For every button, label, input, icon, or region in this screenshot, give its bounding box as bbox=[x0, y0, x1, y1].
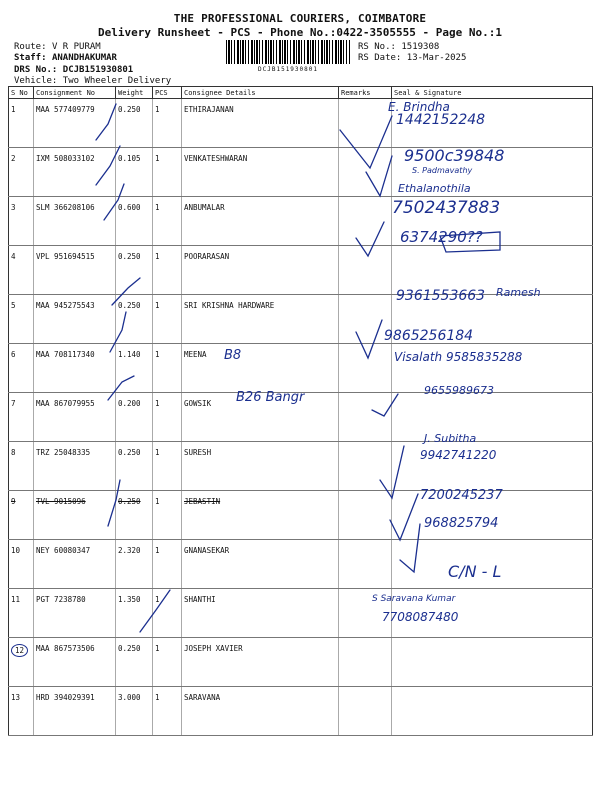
handwriting: 1442152248 bbox=[396, 112, 486, 128]
weight-cell: 1.140 bbox=[116, 344, 153, 393]
pcs-cell: 1 bbox=[153, 246, 182, 295]
pcs-cell: 1 bbox=[153, 442, 182, 491]
handwriting: 7502437883 bbox=[392, 198, 501, 218]
consignee-cell: ANBUMALAR bbox=[182, 197, 339, 246]
weight-cell: 3.000 bbox=[116, 687, 153, 736]
barcode-text: DCJB151930801 bbox=[258, 66, 318, 73]
handwriting: S. Padmavathy bbox=[412, 166, 473, 175]
weight-cell: 2.320 bbox=[116, 540, 153, 589]
consignee-cell: ETHIRAJANAN bbox=[182, 99, 339, 148]
handwriting: Ethalanothila bbox=[398, 182, 471, 195]
signature-cell bbox=[392, 393, 593, 442]
route-value: V R PURAM bbox=[51, 42, 101, 52]
pcs-cell: 1 bbox=[153, 344, 182, 393]
pcs-cell: 1 bbox=[153, 393, 182, 442]
sno-cell: 4 bbox=[9, 246, 34, 295]
consignee-cell: POORARASAN bbox=[182, 246, 339, 295]
pcs-cell: 1 bbox=[153, 99, 182, 148]
consignment-cell: TVL 9015096 bbox=[34, 491, 116, 540]
consignee-cell: GOWSIK bbox=[182, 393, 339, 442]
rs-date-value: 13-Mar-2025 bbox=[406, 53, 467, 63]
handwriting: Visalath 9585835288 bbox=[394, 350, 523, 364]
staff-line bbox=[14, 52, 117, 64]
table-row bbox=[9, 540, 593, 589]
weight-cell: 0.250 bbox=[116, 638, 153, 687]
handwriting: B26 Bangr bbox=[236, 390, 305, 405]
consignee-cell: VENKATESHWARAN bbox=[182, 148, 339, 197]
pcs-cell: 1 bbox=[153, 491, 182, 540]
table-row bbox=[9, 295, 593, 344]
handwriting: S Saravana Kumar bbox=[372, 594, 456, 604]
handwriting: 9942741220 bbox=[420, 448, 497, 462]
weight-cell: 0.250 bbox=[116, 295, 153, 344]
remarks-cell bbox=[339, 148, 392, 197]
consignee-cell: SRI KRISHNA HARDWARE bbox=[182, 295, 339, 344]
sno-cell: 7 bbox=[9, 393, 34, 442]
table-row bbox=[9, 589, 593, 638]
consignment-cell: PGT 7238780 bbox=[34, 589, 116, 638]
table-row bbox=[9, 491, 593, 540]
runsheet-table bbox=[8, 86, 593, 736]
remarks-cell bbox=[339, 246, 392, 295]
pcs-cell: 1 bbox=[153, 638, 182, 687]
col-header-weight: Weight bbox=[116, 87, 153, 99]
consignee-cell: JOSEPH XAVIER bbox=[182, 638, 339, 687]
remarks-cell bbox=[339, 638, 392, 687]
remarks-cell bbox=[339, 197, 392, 246]
pcs-cell: 1 bbox=[153, 148, 182, 197]
drs-value: DCJB151930801 bbox=[62, 65, 134, 75]
table-row bbox=[9, 148, 593, 197]
consignment-cell: SLM 366208106 bbox=[34, 197, 116, 246]
consignee-cell: SURESH bbox=[182, 442, 339, 491]
consignment-cell: IXM 508033102 bbox=[34, 148, 116, 197]
weight-cell: 0.105 bbox=[116, 148, 153, 197]
remarks-cell bbox=[339, 393, 392, 442]
table-row bbox=[9, 442, 593, 491]
handwriting: 9865256184 bbox=[384, 328, 474, 344]
drs-label: DRS No.: bbox=[14, 65, 58, 75]
weight-cell: 0.250 bbox=[116, 246, 153, 295]
remarks-cell bbox=[339, 540, 392, 589]
weight-cell: 0.200 bbox=[116, 393, 153, 442]
consignment-cell: MAA 867573506 bbox=[34, 638, 116, 687]
consignee-cell: MEENA bbox=[182, 344, 339, 393]
handwriting: J. Subitha bbox=[424, 432, 477, 445]
sno-cell bbox=[9, 638, 34, 687]
pcs-cell: 1 bbox=[153, 197, 182, 246]
consignment-cell: VPL 951694515 bbox=[34, 246, 116, 295]
pcs-cell: 1 bbox=[153, 295, 182, 344]
sno-cell: 13 bbox=[9, 687, 34, 736]
rs-no-label: RS No.: bbox=[358, 42, 396, 52]
consignment-cell: TRZ 25048335 bbox=[34, 442, 116, 491]
vehicle-value: Two Wheeler Delivery bbox=[62, 76, 172, 86]
col-header-remarks: Remarks bbox=[339, 87, 392, 99]
rs-date-label: RS Date: bbox=[358, 53, 402, 63]
col-header-sno: S No bbox=[9, 87, 34, 99]
handwriting: Ramesh bbox=[496, 286, 541, 299]
sno-cell: 5 bbox=[9, 295, 34, 344]
handwriting: 6374290?? bbox=[400, 228, 483, 246]
handwriting: E. Brindha bbox=[388, 100, 450, 114]
handwriting: 9655989673 bbox=[424, 384, 494, 397]
signature-cell bbox=[392, 687, 593, 736]
sno-cell: 2 bbox=[9, 148, 34, 197]
consignment-cell: MAA 867079955 bbox=[34, 393, 116, 442]
table-header-row bbox=[9, 87, 593, 99]
sno-cell: 3 bbox=[9, 197, 34, 246]
vehicle-label: Vehicle: bbox=[14, 76, 58, 86]
sno-cell: 10 bbox=[9, 540, 34, 589]
pcs-cell: 1 bbox=[153, 589, 182, 638]
col-header-signature: Seal & Signature bbox=[392, 87, 593, 99]
rs-date-line bbox=[358, 52, 466, 64]
handwriting: 7200245237 bbox=[420, 488, 503, 503]
remarks-cell bbox=[339, 344, 392, 393]
staff-value: ANANDHAKUMAR bbox=[51, 53, 117, 63]
route-label: Route: bbox=[14, 42, 47, 52]
weight-cell: 0.250 bbox=[116, 442, 153, 491]
consignment-cell: MAA 708117340 bbox=[34, 344, 116, 393]
signature-cell bbox=[392, 638, 593, 687]
consignee-cell: JEBASTIN bbox=[182, 491, 339, 540]
remarks-cell bbox=[339, 687, 392, 736]
runsheet-subtitle: Delivery Runsheet - PCS - Phone No.:0422-3505555 - Page No.:1 bbox=[98, 26, 502, 39]
sno-cell: 1 bbox=[9, 99, 34, 148]
table-row bbox=[9, 197, 593, 246]
remarks-cell bbox=[339, 491, 392, 540]
col-header-consignee: Consignee Details bbox=[182, 87, 339, 99]
handwriting: 968825794 bbox=[424, 516, 499, 531]
circled-sno: 12 bbox=[11, 644, 28, 657]
consignment-cell: MAA 577409779 bbox=[34, 99, 116, 148]
handwriting: C/N - L bbox=[448, 562, 502, 581]
weight-cell: 0.250 bbox=[116, 99, 153, 148]
rs-no-value: 1519308 bbox=[401, 42, 440, 52]
weight-cell: 1.350 bbox=[116, 589, 153, 638]
handwriting: 9361553663 bbox=[396, 288, 486, 304]
consignment-cell: NEY 60080347 bbox=[34, 540, 116, 589]
consignment-cell: MAA 945275543 bbox=[34, 295, 116, 344]
remarks-cell bbox=[339, 442, 392, 491]
weight-cell: 0.600 bbox=[116, 197, 153, 246]
sno-cell: 11 bbox=[9, 589, 34, 638]
handwriting: 9500c39848 bbox=[404, 146, 505, 165]
table-row bbox=[9, 638, 593, 687]
col-header-pcs: PCS bbox=[153, 87, 182, 99]
pcs-cell: 1 bbox=[153, 540, 182, 589]
table-row bbox=[9, 687, 593, 736]
staff-label: Staff: bbox=[14, 53, 47, 63]
consignee-cell: GNANASEKAR bbox=[182, 540, 339, 589]
handwriting: 7708087480 bbox=[382, 610, 459, 624]
consignee-cell: SHANTHI bbox=[182, 589, 339, 638]
pcs-cell: 1 bbox=[153, 687, 182, 736]
page-title: THE PROFESSIONAL COURIERS, COIMBATORE bbox=[173, 12, 427, 25]
handwriting: B8 bbox=[224, 348, 242, 363]
drs-barcode bbox=[226, 40, 350, 64]
sno-cell: 8 bbox=[9, 442, 34, 491]
weight-cell: 0.250 bbox=[116, 491, 153, 540]
consignment-cell: HRD 394029391 bbox=[34, 687, 116, 736]
col-header-consignment: Consignment No bbox=[34, 87, 116, 99]
sno-cell: 6 bbox=[9, 344, 34, 393]
sno-cell: 9 bbox=[9, 491, 34, 540]
table-row bbox=[9, 99, 593, 148]
consignee-cell: SARAVANA bbox=[182, 687, 339, 736]
remarks-cell bbox=[339, 99, 392, 148]
